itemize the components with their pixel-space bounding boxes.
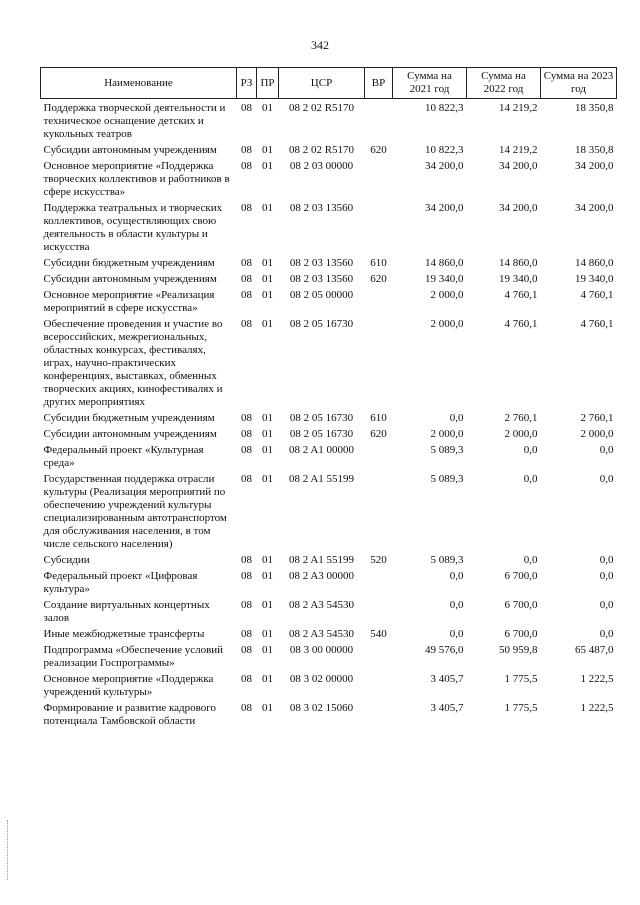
cell-sum-2021: 2 000,0 bbox=[430, 289, 464, 301]
cell-csr: 08 2 05 16730 bbox=[289, 412, 354, 424]
cell-pr: 01 bbox=[262, 273, 273, 285]
cell-sum-2021: 2 000,0 bbox=[430, 318, 464, 330]
cell-sum-2021: 0,0 bbox=[449, 628, 464, 640]
margin-mark bbox=[7, 820, 9, 880]
cell-vr bbox=[365, 673, 393, 702]
cell-sum-2023: 65 487,0 bbox=[575, 644, 614, 656]
cell-sum-2021: 5 089,3 bbox=[430, 554, 464, 566]
cell-pr: 01 bbox=[262, 257, 273, 269]
cell-rz: 08 bbox=[241, 444, 252, 456]
cell-sum-2023: 0,0 bbox=[599, 473, 614, 485]
cell-name: Формирование и развитие кадрового потенциала Тамбовской области bbox=[43, 702, 216, 727]
cell-csr: 08 3 02 00000 bbox=[289, 673, 354, 685]
cell-sum-2021: 3 405,7 bbox=[430, 702, 464, 714]
table-row bbox=[41, 554, 617, 570]
cell-sum-2022: 2 000,0 bbox=[504, 428, 538, 440]
cell-sum-2022: 34 200,0 bbox=[499, 202, 538, 214]
cell-pr: 01 bbox=[262, 673, 273, 685]
cell-sum-2022: 0,0 bbox=[523, 554, 538, 566]
cell-csr: 08 3 00 00000 bbox=[289, 644, 354, 656]
cell-vr: 610 bbox=[370, 257, 387, 269]
cell-csr: 08 2 02 R5170 bbox=[288, 102, 355, 114]
cell-name: Государственная поддержка отрасли культуры (Реализация мероприятий по обеспечению учреждений культуры специализированным автотранспортом для обслуживания населения, в том числе сельского населения) bbox=[43, 473, 227, 550]
cell-csr: 08 2 A1 00000 bbox=[288, 444, 355, 456]
cell-name: Основное мероприятие «Поддержка учреждений культуры» bbox=[43, 673, 214, 698]
cell-name: Федеральный проект «Цифровая культура» bbox=[43, 570, 198, 595]
table-header bbox=[41, 68, 617, 99]
cell-name: Создание виртуальных концертных залов bbox=[43, 599, 210, 624]
cell-sum-2022: 4 760,1 bbox=[504, 318, 538, 330]
cell-sum-2021: 5 089,3 bbox=[430, 473, 464, 485]
cell-sum-2023: 0,0 bbox=[599, 444, 614, 456]
cell-sum-2023: 34 200,0 bbox=[575, 202, 614, 214]
cell-csr: 08 2 A1 55199 bbox=[288, 473, 355, 485]
cell-sum-2023: 2 000,0 bbox=[580, 428, 614, 440]
cell-sum-2023: 0,0 bbox=[599, 628, 614, 640]
cell-pr: 01 bbox=[262, 289, 273, 301]
cell-name: Обеспечение проведения и участие во всероссийских, межрегиональных, областных конкурсах, фестивалях, играх, научно-практических конференциях, выставках, обменных творческих акциях, кинофестивалях и других мероприятиях bbox=[43, 318, 223, 408]
table-row bbox=[41, 273, 617, 289]
header-sum-2021: Сумма на 2021 год bbox=[393, 68, 467, 99]
cell-vr: 620 bbox=[370, 144, 387, 156]
cell-csr: 08 3 02 15060 bbox=[289, 702, 354, 714]
cell-sum-2023: 18 350,8 bbox=[575, 144, 614, 156]
cell-pr: 01 bbox=[262, 444, 273, 456]
cell-pr: 01 bbox=[262, 412, 273, 424]
header-vr: ВР bbox=[365, 68, 393, 99]
cell-pr: 01 bbox=[262, 628, 273, 640]
table-row bbox=[41, 702, 617, 731]
cell-sum-2022: 14 860,0 bbox=[499, 257, 538, 269]
cell-name: Субсидии bbox=[43, 554, 90, 566]
cell-csr: 08 2 03 13560 bbox=[289, 273, 354, 285]
cell-sum-2021: 0,0 bbox=[449, 570, 464, 582]
cell-sum-2021: 5 089,3 bbox=[430, 444, 464, 456]
table-row bbox=[41, 144, 617, 160]
cell-sum-2022: 14 219,2 bbox=[499, 144, 538, 156]
cell-sum-2022: 2 760,1 bbox=[504, 412, 538, 424]
header-rz: РЗ bbox=[237, 68, 257, 99]
table-row bbox=[41, 644, 617, 673]
cell-sum-2021: 10 822,3 bbox=[425, 102, 464, 114]
cell-sum-2021: 49 576,0 bbox=[425, 644, 464, 656]
cell-name: Субсидии бюджетным учреждениям bbox=[43, 257, 215, 269]
cell-pr: 01 bbox=[262, 318, 273, 330]
cell-rz: 08 bbox=[241, 428, 252, 440]
cell-csr: 08 2 A3 00000 bbox=[288, 570, 355, 582]
cell-vr bbox=[365, 644, 393, 673]
table-row bbox=[41, 257, 617, 273]
cell-csr: 08 2 A3 54530 bbox=[288, 599, 355, 611]
cell-name: Иные межбюджетные трансферты bbox=[43, 628, 205, 640]
table-row bbox=[41, 412, 617, 428]
cell-sum-2022: 34 200,0 bbox=[499, 160, 538, 172]
cell-pr: 01 bbox=[262, 473, 273, 485]
cell-sum-2022: 0,0 bbox=[523, 444, 538, 456]
cell-name: Поддержка творческой деятельности и техническое оснащение детских и кукольных театров bbox=[43, 102, 226, 140]
cell-sum-2021: 10 822,3 bbox=[425, 144, 464, 156]
cell-csr: 08 2 05 00000 bbox=[289, 289, 354, 301]
cell-name: Федеральный проект «Культурная среда» bbox=[43, 444, 204, 469]
cell-vr bbox=[365, 570, 393, 599]
table-row bbox=[41, 160, 617, 202]
table-body bbox=[41, 99, 617, 732]
cell-vr bbox=[365, 99, 393, 145]
cell-pr: 01 bbox=[262, 702, 273, 714]
cell-sum-2022: 1 775,5 bbox=[504, 702, 538, 714]
table-row bbox=[41, 628, 617, 644]
cell-name: Субсидии автономным учреждениям bbox=[43, 144, 217, 156]
cell-name: Субсидии автономным учреждениям bbox=[43, 428, 217, 440]
cell-rz: 08 bbox=[241, 554, 252, 566]
cell-rz: 08 bbox=[241, 289, 252, 301]
cell-csr: 08 2 05 16730 bbox=[289, 428, 354, 440]
cell-sum-2023: 4 760,1 bbox=[580, 289, 614, 301]
cell-sum-2023: 2 760,1 bbox=[580, 412, 614, 424]
cell-vr bbox=[365, 289, 393, 318]
cell-name: Основное мероприятие «Поддержка творческих коллективов и работников в сфере искусства» bbox=[43, 160, 230, 198]
cell-rz: 08 bbox=[241, 570, 252, 582]
cell-sum-2023: 18 350,8 bbox=[575, 102, 614, 114]
cell-sum-2023: 34 200,0 bbox=[575, 160, 614, 172]
cell-csr: 08 2 03 13560 bbox=[289, 257, 354, 269]
cell-sum-2023: 4 760,1 bbox=[580, 318, 614, 330]
cell-csr: 08 2 A3 54530 bbox=[288, 628, 355, 640]
cell-csr: 08 2 A1 55199 bbox=[288, 554, 355, 566]
cell-sum-2021: 0,0 bbox=[449, 412, 464, 424]
cell-pr: 01 bbox=[262, 644, 273, 656]
cell-sum-2022: 6 700,0 bbox=[504, 628, 538, 640]
cell-name: Подпрограмма «Обеспечение условий реализации Госпрограммы» bbox=[43, 644, 224, 669]
cell-name: Субсидии бюджетным учреждениям bbox=[43, 412, 215, 424]
cell-sum-2023: 1 222,5 bbox=[580, 673, 614, 685]
cell-sum-2022: 0,0 bbox=[523, 473, 538, 485]
cell-pr: 01 bbox=[262, 102, 273, 114]
table-row bbox=[41, 289, 617, 318]
cell-name: Поддержка театральных и творческих коллективов, осуществляющих свою деятельность в области культуры и искусства bbox=[43, 202, 223, 253]
cell-sum-2022: 6 700,0 bbox=[504, 599, 538, 611]
table-row bbox=[41, 428, 617, 444]
cell-sum-2022: 6 700,0 bbox=[504, 570, 538, 582]
cell-pr: 01 bbox=[262, 202, 273, 214]
page-number: 342 bbox=[311, 38, 329, 52]
cell-pr: 01 bbox=[262, 428, 273, 440]
cell-csr: 08 2 05 16730 bbox=[289, 318, 354, 330]
cell-sum-2022: 1 775,5 bbox=[504, 673, 538, 685]
cell-pr: 01 bbox=[262, 554, 273, 566]
cell-name: Субсидии автономным учреждениям bbox=[43, 273, 217, 285]
cell-rz: 08 bbox=[241, 202, 252, 214]
cell-sum-2022: 19 340,0 bbox=[499, 273, 538, 285]
cell-sum-2023: 0,0 bbox=[599, 554, 614, 566]
table-row bbox=[41, 318, 617, 412]
cell-vr bbox=[365, 444, 393, 473]
cell-sum-2022: 4 760,1 bbox=[504, 289, 538, 301]
cell-sum-2023: 14 860,0 bbox=[575, 257, 614, 269]
header-sum-2022: Сумма на 2022 год bbox=[467, 68, 541, 99]
cell-vr: 620 bbox=[370, 428, 387, 440]
cell-pr: 01 bbox=[262, 599, 273, 611]
cell-csr: 08 2 03 00000 bbox=[289, 160, 354, 172]
cell-sum-2021: 3 405,7 bbox=[430, 673, 464, 685]
cell-rz: 08 bbox=[241, 702, 252, 714]
cell-sum-2022: 14 219,2 bbox=[499, 102, 538, 114]
cell-vr bbox=[365, 702, 393, 731]
cell-pr: 01 bbox=[262, 570, 273, 582]
cell-sum-2021: 34 200,0 bbox=[425, 160, 464, 172]
cell-sum-2021: 14 860,0 bbox=[425, 257, 464, 269]
cell-sum-2023: 19 340,0 bbox=[575, 273, 614, 285]
cell-vr: 610 bbox=[370, 412, 387, 424]
cell-csr: 08 2 03 13560 bbox=[289, 202, 354, 214]
cell-rz: 08 bbox=[241, 257, 252, 269]
cell-vr: 540 bbox=[370, 628, 387, 640]
cell-rz: 08 bbox=[241, 673, 252, 685]
cell-sum-2021: 0,0 bbox=[449, 599, 464, 611]
cell-vr bbox=[365, 202, 393, 257]
header-name: Наименование bbox=[41, 68, 237, 99]
cell-csr: 08 2 02 R5170 bbox=[288, 144, 355, 156]
cell-sum-2022: 50 959,8 bbox=[499, 644, 538, 656]
cell-sum-2021: 34 200,0 bbox=[425, 202, 464, 214]
budget-table bbox=[40, 67, 617, 731]
cell-rz: 08 bbox=[241, 599, 252, 611]
cell-sum-2021: 19 340,0 bbox=[425, 273, 464, 285]
cell-vr: 620 bbox=[370, 273, 387, 285]
cell-rz: 08 bbox=[241, 102, 252, 114]
cell-vr: 520 bbox=[370, 554, 387, 566]
cell-rz: 08 bbox=[241, 318, 252, 330]
header-pr: ПР bbox=[257, 68, 279, 99]
cell-vr bbox=[365, 599, 393, 628]
cell-sum-2023: 0,0 bbox=[599, 599, 614, 611]
cell-sum-2021: 2 000,0 bbox=[430, 428, 464, 440]
header-csr: ЦСР bbox=[279, 68, 365, 99]
cell-pr: 01 bbox=[262, 144, 273, 156]
table-row bbox=[41, 99, 617, 145]
cell-rz: 08 bbox=[241, 273, 252, 285]
cell-name: Основное мероприятие «Реализация мероприятий в сфере искусства» bbox=[43, 289, 215, 314]
cell-vr bbox=[365, 318, 393, 412]
cell-vr bbox=[365, 160, 393, 202]
table-row bbox=[41, 473, 617, 554]
table-row bbox=[41, 673, 617, 702]
header-sum-2023: Сумма на 2023 год bbox=[541, 68, 617, 99]
cell-sum-2023: 1 222,5 bbox=[580, 702, 614, 714]
cell-rz: 08 bbox=[241, 160, 252, 172]
cell-rz: 08 bbox=[241, 473, 252, 485]
cell-pr: 01 bbox=[262, 160, 273, 172]
cell-vr bbox=[365, 473, 393, 554]
cell-sum-2023: 0,0 bbox=[599, 570, 614, 582]
cell-rz: 08 bbox=[241, 628, 252, 640]
cell-rz: 08 bbox=[241, 412, 252, 424]
table-row bbox=[41, 444, 617, 473]
cell-rz: 08 bbox=[241, 644, 252, 656]
table-row bbox=[41, 202, 617, 257]
cell-rz: 08 bbox=[241, 144, 252, 156]
table-row bbox=[41, 599, 617, 628]
table-row bbox=[41, 570, 617, 599]
